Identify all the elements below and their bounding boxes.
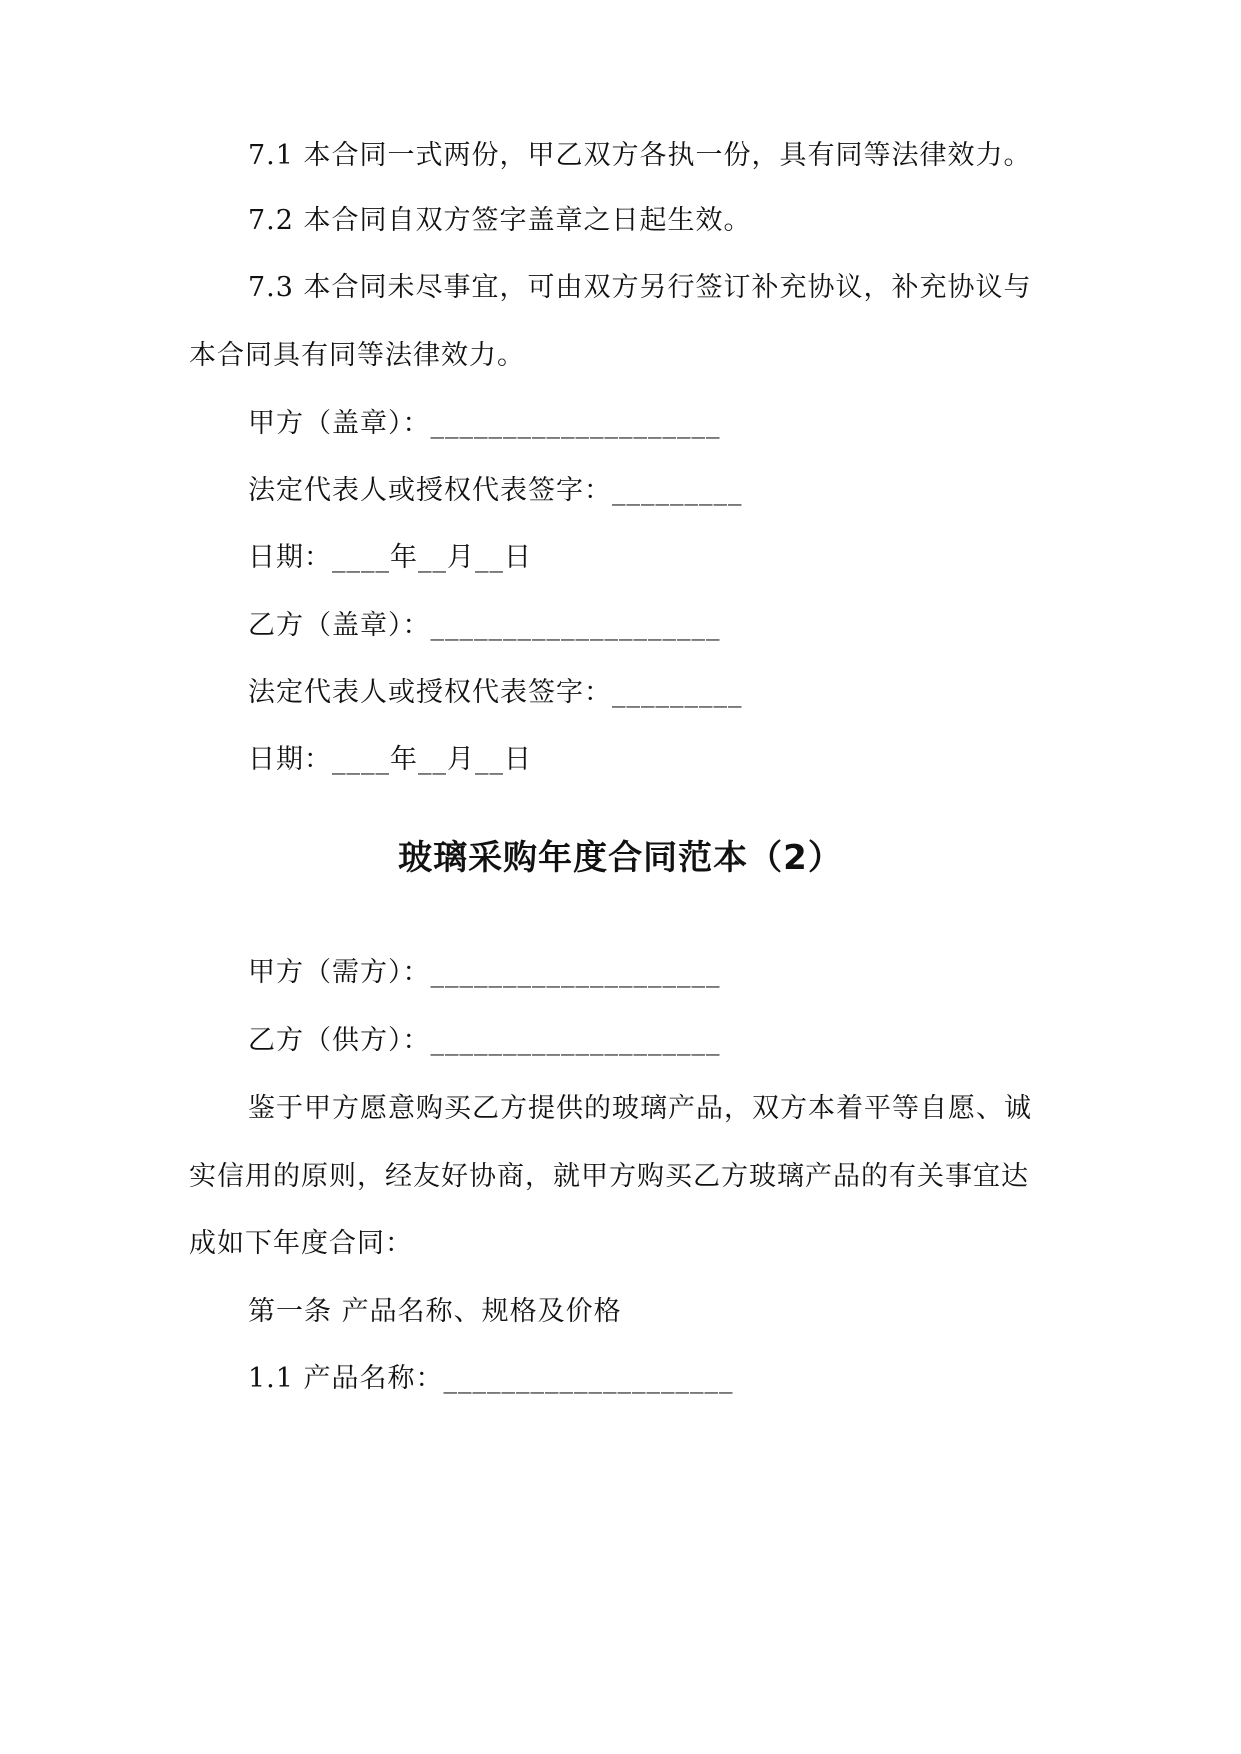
preamble-line3: 成如下年度合同： xyxy=(189,1228,413,1259)
preamble-line2: 实信用的原则，经友好协商，就甲方购买乙方玻璃产品的有关事宜达 xyxy=(189,1161,1029,1192)
party-a-representative-line: 法定代表人或授权代表签字：_________ xyxy=(248,475,743,506)
party-b-seal-line: 乙方（盖章）：____________________ xyxy=(248,610,721,641)
clause-7-3-line1: 7.3 本合同未尽事宜，可由双方另行签订补充协议，补充协议与 xyxy=(248,272,1032,303)
clause-7-1: 7.1 本合同一式两份，甲乙双方各执一份，具有同等法律效力。 xyxy=(248,140,1032,171)
preamble-line1: 鉴于甲方愿意购买乙方提供的玻璃产品，双方本着平等自愿、诚 xyxy=(248,1093,1032,1124)
item-1-1-product-name: 1.1 产品名称：____________________ xyxy=(248,1363,734,1394)
party-a-buyer-line: 甲方（需方）：____________________ xyxy=(248,957,721,988)
party-a-date-line: 日期：____年__月__日 xyxy=(248,542,532,573)
contract-title: 玻璃采购年度合同范本（2） xyxy=(398,838,843,878)
clause-7-3-line2: 本合同具有同等法律效力。 xyxy=(189,340,525,371)
article-1-heading: 第一条 产品名称、规格及价格 xyxy=(248,1296,622,1327)
party-b-date-line: 日期：____年__月__日 xyxy=(248,744,532,775)
clause-7-2: 7.2 本合同自双方签字盖章之日起生效。 xyxy=(248,205,752,236)
party-a-seal-line: 甲方（盖章）：____________________ xyxy=(248,408,721,439)
party-b-supplier-line: 乙方（供方）：____________________ xyxy=(248,1025,721,1056)
party-b-representative-line: 法定代表人或授权代表签字：_________ xyxy=(248,677,743,708)
